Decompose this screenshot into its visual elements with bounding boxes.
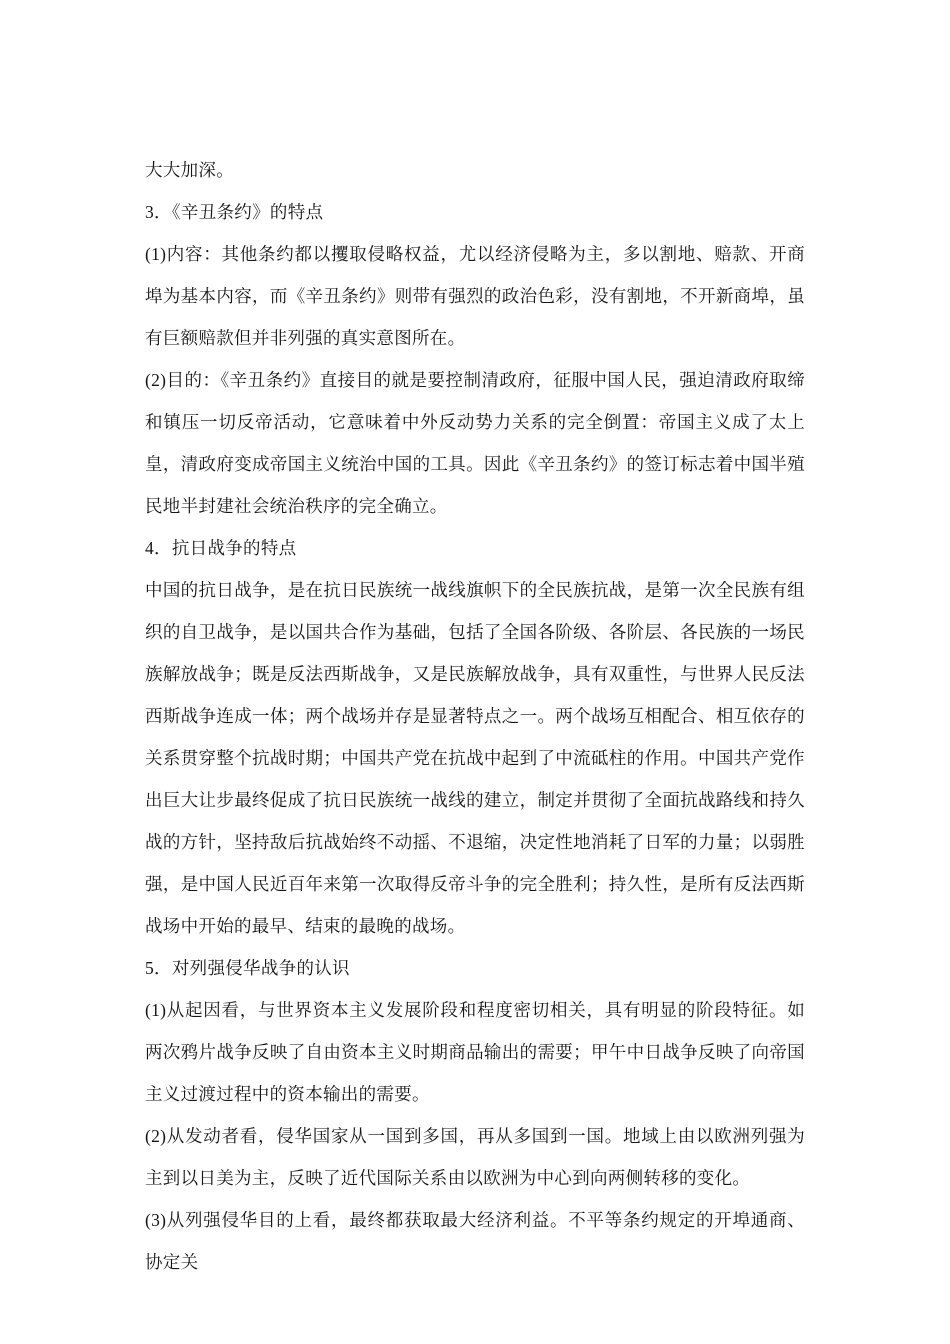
heading-item-5: 5．对列强侵华战争的认识: [145, 958, 350, 978]
paragraph-purpose-analysis: (3)从列强侵华目的上看，最终都获取最大经济利益。不平等条约规定的开埠通商、协定关: [145, 1210, 805, 1272]
paragraph-anti-japanese-war: 中国的抗日战争，是在抗日民族统一战线旗帜下的全民族抗战，是第一次全民族有组织的自卫战争，是以国共合作为基础，包括了全国各阶级、各阶层、各民族的一场民族解放战争；既是反法西斯战争，又是民族解放战争，具有双重性，与世界人民反法西斯战争连成一体；两个战场并存是显著特点之一。两个战场互相配合、相互依存的关系贯穿整个抗战时期；中国共产党在抗战中起到了中流砥柱的作用。中国共产党作出巨大让步最终促成了抗日民族统一战线的建立，制定并贯彻了全面抗战路线和持久战的方针，坚持敌后抗战始终不动摇、不退缩，决定性地消耗了日军的力量；以弱胜强，是中国人民近百年来第一次取得反帝斗争的完全胜利；持久性，是所有反法西斯战场中开始的最早、结束的最晚的战场。: [145, 580, 805, 936]
paragraph-xinchou-purpose: (2)目的：《辛丑条约》直接目的就是要控制清政府，征服中国人民，强迫清政府取缔和镇压一切反帝活动，它意味着中外反动势力关系的完全倒置：帝国主义成了太上皇，清政府变成帝国主义统治中国的工具。因此《辛丑条约》的签订标志着中国半殖民地半封建社会统治秩序的完全确立。: [145, 370, 805, 516]
paragraph-continuation: 大大加深。: [145, 160, 234, 180]
paragraph-xinchou-content: (1)内容：其他条约都以攫取侵略权益，尤以经济侵略为主，多以割地、赔款、开商埠为基本内容，而《辛丑条约》则带有强烈的政治色彩，没有割地，不开新商埠，虽有巨额赔款但并非列强的真实意图所在。: [145, 244, 805, 348]
paragraph-initiator-analysis: (2)从发动者看，侵华国家从一国到多国，再从多国到一国。地域上由以欧洲列强为主到以日美为主，反映了近代国际关系由以欧洲为中心到向两侧转移的变化。: [145, 1126, 805, 1188]
heading-item-3: 3．《辛丑条约》的特点: [145, 202, 324, 222]
heading-item-4: 4．抗日战争的特点: [145, 538, 297, 558]
paragraph-cause-analysis: (1)从起因看，与世界资本主义发展阶段和程度密切相关，具有明显的阶段特征。如两次鸦片战争反映了自由资本主义时期商品输出的需要；甲午中日战争反映了向帝国主义过渡过程中的资本输出的需要。: [145, 1000, 805, 1104]
